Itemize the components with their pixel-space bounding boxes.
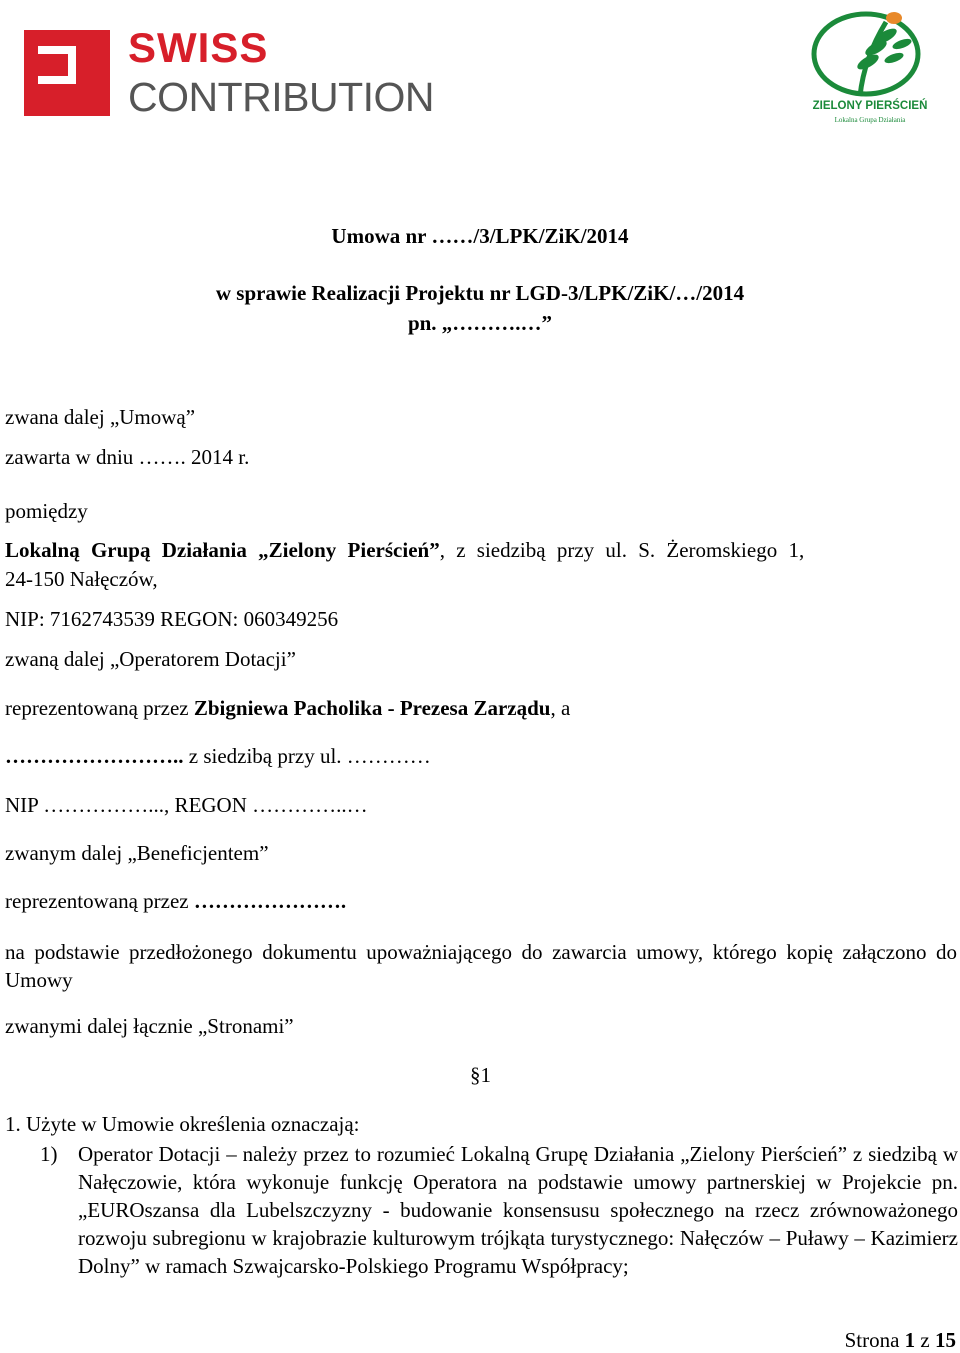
swiss-logo-text: SWISS bbox=[128, 24, 269, 71]
beneficiary-nip-regon: NIP ……………..., REGON …………..… bbox=[5, 793, 368, 817]
lgd-party-address: , z siedzibą przy ul. S. Żeromskiego 1, bbox=[439, 538, 805, 562]
contract-title: Umowa nr ……/3/LPK/ZiK/2014 bbox=[331, 224, 629, 248]
operator-definition: zwaną dalej „Operatorem Dotacji” bbox=[5, 647, 296, 671]
page-prefix: Strona bbox=[844, 1328, 905, 1352]
lgd-logo-subtitle: Lokalna Grupa Działania bbox=[834, 116, 906, 124]
page-number bbox=[845, 1328, 956, 1353]
lgd-party-name: Lokalną Grupą Działania „Zielony Pierścień” bbox=[5, 538, 440, 562]
leaf-emblem-icon bbox=[806, 8, 934, 100]
parties-definition: zwanymi dalej łącznie „Stronami” bbox=[5, 1014, 294, 1038]
beneficiary-name-blank: …………………….. bbox=[5, 744, 184, 768]
repr-prefix: reprezentowaną przez bbox=[5, 696, 194, 720]
page-of: z bbox=[915, 1328, 935, 1352]
operator-definition-item: Operator Dotacji – należy przez to rozumieć Lokalną Grupę Działania „Zielony Pierścień” z siedzibą w Nałęczowie, która wykonuje funkcję Operatora na podstawie umowy partnerskiej w Projekcie pn. „EUROszansa dla Lubelszczyzny - budowanie konsensusu społecznego na rzecz zrównoważonego rozwoju subregionu w krajobrazie kulturowym trójkąta turystycznego: Nałęczów – Puławy – Kazimierz Dolny” w ramach Szwajcarsko-Polskiego Programu Współpracy; bbox=[78, 1142, 958, 1278]
section-heading: §1 bbox=[470, 1063, 491, 1087]
swiss-flag-icon bbox=[24, 30, 110, 116]
beneficiary-definition: zwanym dalej „Beneficjentem” bbox=[5, 841, 269, 865]
project-name: pn. „……….…” bbox=[407, 311, 553, 335]
lgd-party-city: 24-150 Nałęczów, bbox=[5, 567, 158, 591]
beneficiary-representative bbox=[5, 889, 346, 913]
swiss-contribution-logo bbox=[24, 24, 444, 120]
item-number: 1) bbox=[40, 1142, 58, 1166]
beneficiary-line bbox=[5, 744, 431, 768]
definitions-intro: 1. Użyte w Umowie określenia oznaczają: bbox=[5, 1112, 360, 1136]
beneficiary-address: z siedzibą przy ul. ………… bbox=[183, 744, 431, 768]
current-page: 1 bbox=[904, 1328, 916, 1352]
contribution-logo-text: CONTRIBUTION bbox=[128, 74, 435, 120]
lgd-nip-regon: NIP: 7162743539 REGON: 060349256 bbox=[5, 607, 339, 631]
zawarta-line: zawarta w dniu ……. 2014 r. bbox=[5, 445, 250, 469]
pomiedzy-line: pomiędzy bbox=[5, 499, 88, 523]
zielony-pierscien-logo bbox=[806, 8, 934, 126]
contract-subject: w sprawie Realizacji Projektu nr LGD-3/LPK/ZiK/…/2014 bbox=[215, 281, 745, 305]
repr2-prefix: reprezentowaną przez bbox=[5, 889, 194, 913]
repr-suffix: , a bbox=[550, 696, 571, 720]
lgd-party-line bbox=[5, 538, 957, 563]
authorization-paragraph: na podstawie przedłożonego dokumentu upoważniającego do zawarcia umowy, którego kopię załączono do Umowy bbox=[5, 940, 957, 992]
total-pages: 15 bbox=[935, 1328, 956, 1352]
lgd-representative bbox=[5, 696, 570, 720]
lgd-logo-name: ZIELONY PIERŚCIEŃ bbox=[812, 100, 928, 112]
zwana-line: zwana dalej „Umową” bbox=[5, 405, 196, 429]
representative-name: Zbigniewa Pacholika - Prezesa Zarządu bbox=[193, 696, 551, 720]
repr2-blank: …………………. bbox=[193, 889, 347, 913]
